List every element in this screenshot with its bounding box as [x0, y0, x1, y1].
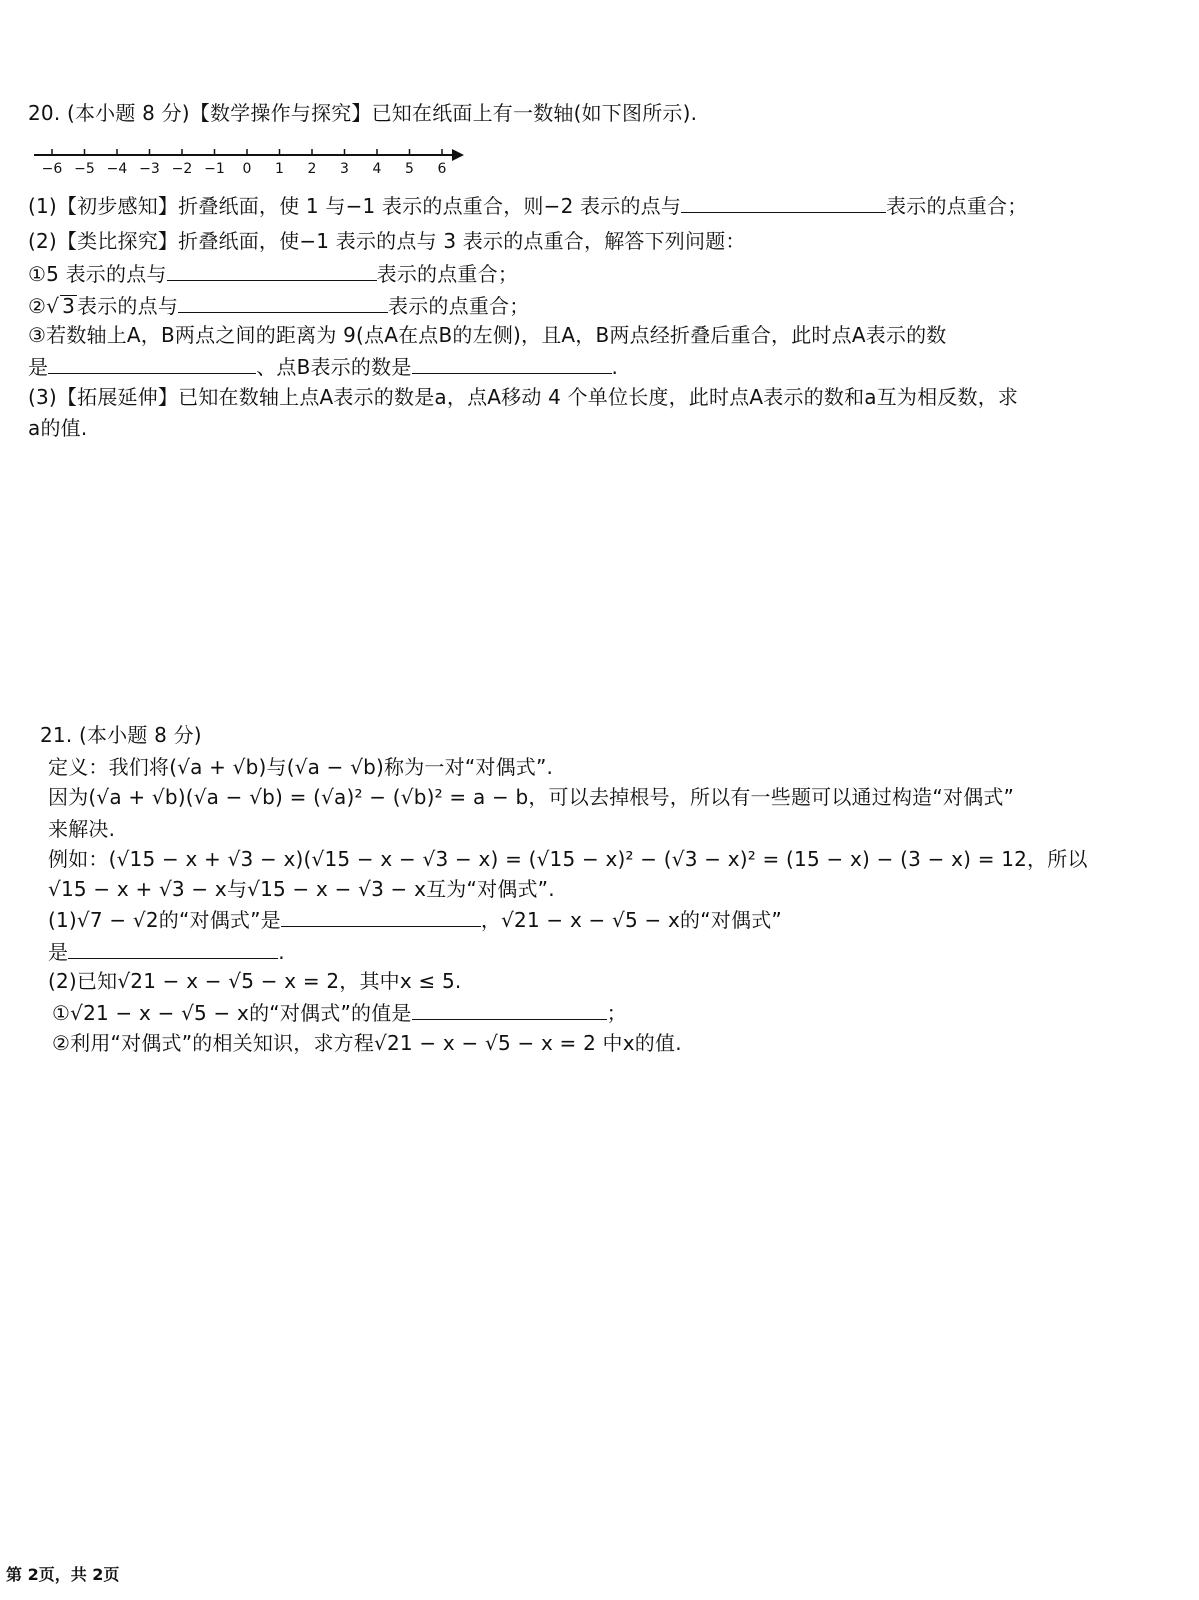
q20-part1-text-b: 表示的点重合； — [886, 194, 1028, 218]
number-line-tick-label: 3 — [340, 161, 349, 177]
q21-example-line1: 例如：(√15 − x + √3 − x)(√15 − x − √3 − x) = (√15 − x)² − (√3 − x)² = (15 − x) − (3 − x) = 12，所以 — [48, 847, 1088, 871]
q20-part3-line2: a的值. — [28, 416, 88, 440]
number-line-tick-label: 6 — [437, 161, 447, 177]
number-line-tick-label: −1 — [204, 161, 225, 177]
q21-part2-1-text-b: ； — [606, 1001, 627, 1025]
number-line-tick-label: 0 — [242, 161, 252, 177]
number-line-tick-label: 2 — [307, 161, 317, 177]
q21-because: 因为(√a + √b)(√a − √b) = (√a)² − (√b)² = a − b，可以去掉根号，所以有一些题可以通过构造“对偶式” — [48, 785, 1015, 809]
q20-part2-3-blank-a[interactable] — [48, 353, 256, 374]
number-line-tick-label: −3 — [139, 161, 160, 177]
q20-part2-2-text-a: 表示的点与 — [77, 294, 179, 318]
q21-part2: (2)已知√21 − x − √5 − x = 2，其中x ≤ 5. — [48, 969, 462, 993]
q20-part2-1-text-a: ①5 表示的点与 — [28, 262, 167, 286]
q21-part2-2: ②利用“对偶式”的相关知识，求方程√21 − x − √5 − x = 2 中x的值. — [52, 1031, 682, 1055]
page-footer: 第 2页，共 2页 — [6, 1565, 120, 1584]
q20-part2: (2)【类比探究】折叠纸面，使−1 表示的点与 3 表示的点重合，解答下列问题： — [28, 229, 746, 253]
q20-part2-3-text-c: . — [611, 355, 619, 379]
q20-part2-3-line1: ③若数轴上A，B两点之间的距离为 9(点A在点B的左侧)，且A，B两点经折叠后重合，此时点A表示的数 — [28, 323, 947, 347]
number-line-tick-label: 1 — [275, 161, 284, 177]
q21-part1-text-a: (1)√7 − √2的“对偶式”是 — [48, 908, 281, 932]
number-line-tick-label: −5 — [74, 161, 95, 177]
q20-part2-1 — [28, 260, 518, 287]
q21-part2-1-blank[interactable] — [412, 999, 607, 1020]
q21-part1-line2 — [48, 938, 285, 965]
q20-part1-text-a: (1)【初步感知】折叠纸面，使 1 与−1 表示的点重合，则−2 表示的点与 — [28, 194, 682, 218]
q20-part1-blank[interactable] — [681, 192, 886, 213]
sqrt-icon: √ — [46, 294, 60, 318]
q20-part2-3-line2 — [28, 353, 618, 380]
q20-part1 — [28, 192, 1027, 219]
number-line-tick-label: −4 — [106, 161, 128, 177]
number-line-tick-label: −6 — [41, 161, 63, 177]
q20-part2-3-text-b: 、点B表示的数是 — [256, 355, 412, 379]
q20-part2-3-text-a: 是 — [28, 355, 49, 379]
number-line-arrow-icon — [452, 149, 464, 161]
q21-part1-text-b: ，√21 − x − √5 − x的“对偶式” — [480, 908, 782, 932]
q21-part1-text-d: . — [278, 940, 285, 964]
q20-part2-2-blank[interactable] — [178, 292, 388, 313]
q20-part2-2-text-b: 表示的点重合； — [388, 294, 530, 318]
q21-part1-blank-a[interactable] — [281, 906, 481, 927]
q20-part2-1-blank[interactable] — [167, 260, 377, 281]
q21-part1-blank-b[interactable] — [68, 938, 278, 959]
q20-part2-3-blank-b[interactable] — [412, 353, 612, 374]
q20-header: 20. (本小题 8 分)【数学操作与探究】已知在纸面上有一数轴(如下图所示). — [28, 101, 698, 125]
q21-header: 21. (本小题 8 分) — [40, 723, 202, 747]
q20-part3-line1: (3)【拓展延伸】已知在数轴上点A表示的数是a，点A移动 4 个单位长度，此时点A表示的数和a互为相反数，求 — [28, 385, 1019, 409]
q21-solve: 来解决. — [48, 817, 116, 841]
q21-part1-text-c: 是 — [48, 940, 69, 964]
number-line — [0, 0, 1199, 200]
q21-example-line2: √15 − x + √3 − x与√15 − x − √3 − x互为“对偶式”. — [48, 877, 555, 901]
number-line-tick-label: 4 — [372, 161, 382, 177]
q20-part2-1-text-b: 表示的点重合； — [376, 262, 519, 286]
q21-part2-1 — [52, 999, 627, 1026]
number-line-tick-label: 5 — [405, 161, 414, 177]
q20-part2-2-prefix: ② — [28, 294, 47, 318]
q20-part2-2 — [28, 292, 529, 319]
q20-part2-2-radicand: 3 — [62, 294, 76, 318]
number-line-tick-label: −2 — [171, 161, 193, 177]
q21-definition: 定义：我们将(√a + √b)与(√a − √b)称为一对“对偶式”. — [48, 755, 554, 779]
q21-part1-line1 — [48, 906, 782, 933]
q21-part2-1-text-a: ①√21 − x − √5 − x的“对偶式”的值是 — [52, 1001, 412, 1025]
